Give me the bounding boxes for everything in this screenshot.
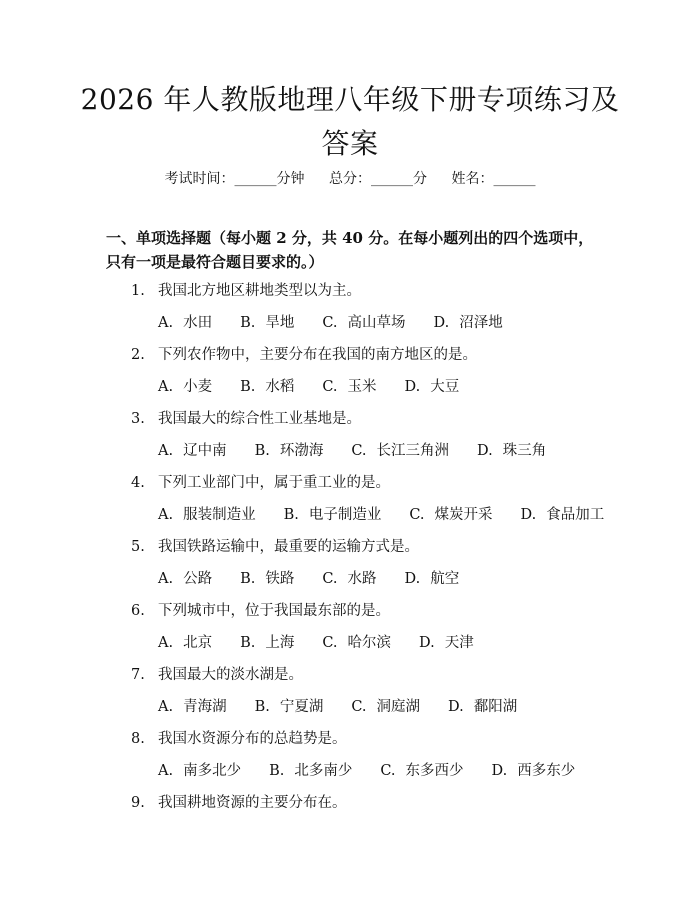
question-text: 我国北方地区耕地类型以为主。 xyxy=(158,283,361,299)
option-text: 宁夏湖 xyxy=(279,699,324,715)
option-letter: A. xyxy=(158,315,174,331)
question-stem xyxy=(131,408,361,430)
question-item xyxy=(0,536,700,600)
answer-option xyxy=(158,376,212,398)
answer-option xyxy=(351,696,420,718)
option-letter: D. xyxy=(448,699,464,715)
option-text: 小麦 xyxy=(183,379,213,395)
question-item xyxy=(0,280,700,344)
answer-option xyxy=(158,568,212,590)
option-text: 北京 xyxy=(183,635,213,651)
option-text: 水稻 xyxy=(265,379,295,395)
answer-option xyxy=(380,760,463,782)
option-letter: B. xyxy=(254,699,270,715)
answer-option xyxy=(158,312,212,334)
answer-option xyxy=(448,696,517,718)
answer-option xyxy=(255,696,324,718)
option-text: 天津 xyxy=(444,635,474,651)
total-score-field: 总分：______分 xyxy=(329,171,427,187)
option-letter: A. xyxy=(158,763,174,779)
exam-time-field: 考试时间：______分钟 xyxy=(164,171,305,187)
answer-option xyxy=(409,504,492,526)
option-letter: B. xyxy=(240,315,256,331)
option-letter: C. xyxy=(380,763,396,779)
answer-option xyxy=(322,632,391,654)
option-letter: D. xyxy=(477,443,493,459)
option-text: 鄱阳湖 xyxy=(473,699,518,715)
option-letter: C. xyxy=(322,635,338,651)
answer-options xyxy=(158,632,502,654)
option-letter: B. xyxy=(283,507,299,523)
question-item xyxy=(0,792,700,856)
question-stem xyxy=(131,728,347,750)
option-text: 航空 xyxy=(430,571,460,587)
option-text: 电子制造业 xyxy=(308,507,382,523)
document-title: 2026 年人教版地理八年级下册专项练习及答案 xyxy=(80,83,620,160)
option-text: 公路 xyxy=(183,571,213,587)
question-number: 8. xyxy=(131,731,145,747)
question-stem xyxy=(131,280,361,302)
option-text: 辽中南 xyxy=(183,443,227,459)
option-letter: C. xyxy=(322,571,338,587)
answer-option xyxy=(269,760,352,782)
answer-option xyxy=(477,440,546,462)
question-text: 我国水资源分布的总趋势是。 xyxy=(158,731,347,747)
option-text: 西多东少 xyxy=(517,763,576,779)
option-text: 煤炭开采 xyxy=(434,507,493,523)
option-text: 北多南少 xyxy=(294,763,353,779)
option-letter: B. xyxy=(269,763,285,779)
question-stem xyxy=(131,344,477,366)
question-item xyxy=(0,408,700,472)
option-letter: D. xyxy=(491,763,508,779)
answer-option xyxy=(158,632,212,654)
option-letter: B. xyxy=(240,635,256,651)
question-text: 我国最大的综合性工业基地是。 xyxy=(158,411,361,427)
question-item xyxy=(0,472,700,536)
question-text: 下列农作物中，主要分布在我国的南方地区的是。 xyxy=(158,347,477,363)
answer-option xyxy=(322,376,376,398)
answer-options xyxy=(158,696,545,718)
answer-options xyxy=(158,504,632,526)
option-letter: A. xyxy=(158,379,174,395)
option-text: 珠三角 xyxy=(502,443,547,459)
option-text: 铁路 xyxy=(265,571,295,587)
option-letter: A. xyxy=(158,635,174,651)
option-text: 东多西少 xyxy=(405,763,464,779)
option-text: 服装制造业 xyxy=(183,507,256,523)
option-text: 食品加工 xyxy=(546,507,605,523)
option-letter: A. xyxy=(158,443,174,459)
question-number: 9. xyxy=(131,795,145,811)
section-heading: 一、单项选择题（每小题 2 分，共 40 分。在每小题列出的四个选项中，只有一项是最符合题目要求的。） xyxy=(106,229,594,271)
option-letter: C. xyxy=(322,379,338,395)
answer-option xyxy=(240,568,294,590)
question-number: 5. xyxy=(131,539,145,555)
option-text: 高山草场 xyxy=(347,315,406,331)
option-text: 洞庭湖 xyxy=(376,699,421,715)
question-item xyxy=(0,664,700,728)
question-stem xyxy=(131,536,419,558)
question-item xyxy=(0,344,700,408)
question-number: 7. xyxy=(131,667,145,683)
question-text: 下列工业部门中，属于重工业的是。 xyxy=(158,475,390,491)
option-text: 大豆 xyxy=(430,379,460,395)
option-letter: D. xyxy=(419,635,435,651)
option-letter: A. xyxy=(158,699,174,715)
answer-option xyxy=(419,632,474,654)
option-letter: D. xyxy=(404,571,421,587)
answer-options xyxy=(158,568,487,590)
question-stem xyxy=(131,792,347,814)
answer-option xyxy=(492,760,576,782)
answer-option xyxy=(158,760,241,782)
option-text: 环渤海 xyxy=(279,443,324,459)
option-letter: B. xyxy=(254,443,270,459)
answer-options xyxy=(158,376,487,398)
answer-option xyxy=(405,376,460,398)
answer-option xyxy=(158,696,227,718)
answer-option xyxy=(240,632,294,654)
question-item xyxy=(0,728,700,792)
question-text: 下列城市中，位于我国最东部的是。 xyxy=(158,603,390,619)
exam-info-line xyxy=(0,169,700,189)
option-text: 水路 xyxy=(347,571,377,587)
option-letter: A. xyxy=(158,571,174,587)
answer-option xyxy=(405,568,460,590)
question-text: 我国铁路运输中，最重要的运输方式是。 xyxy=(158,539,419,555)
option-text: 沼泽地 xyxy=(459,315,503,331)
option-text: 旱地 xyxy=(265,315,295,331)
answer-option xyxy=(240,312,294,334)
question-list xyxy=(0,280,700,856)
question-number: 1. xyxy=(131,283,145,299)
question-stem xyxy=(131,600,390,622)
answer-option xyxy=(158,440,227,462)
question-number: 6. xyxy=(131,603,145,619)
answer-options xyxy=(158,440,574,462)
answer-option xyxy=(351,440,449,462)
question-text: 我国最大的淡水湖是。 xyxy=(158,667,303,683)
option-letter: C. xyxy=(351,443,367,459)
student-name-field: 姓名：______ xyxy=(451,171,536,187)
option-text: 水田 xyxy=(183,315,213,331)
question-number: 3. xyxy=(131,411,145,427)
answer-option xyxy=(284,504,382,526)
option-letter: D. xyxy=(520,507,537,523)
question-stem xyxy=(131,664,303,686)
question-number: 4. xyxy=(131,475,145,491)
option-letter: C. xyxy=(351,699,367,715)
question-text: 我国耕地资源的主要分布在。 xyxy=(158,795,347,811)
answer-option xyxy=(158,504,256,526)
answer-options xyxy=(158,760,603,782)
option-text: 长江三角洲 xyxy=(376,443,450,459)
option-text: 哈尔滨 xyxy=(347,635,392,651)
answer-option xyxy=(322,312,405,334)
answer-option xyxy=(322,568,376,590)
answer-option xyxy=(255,440,324,462)
option-letter: B. xyxy=(240,379,256,395)
answer-options xyxy=(158,312,531,334)
question-stem xyxy=(131,472,390,494)
option-letter: A. xyxy=(158,507,174,523)
option-letter: C. xyxy=(322,315,338,331)
option-text: 上海 xyxy=(265,635,295,651)
option-letter: C. xyxy=(409,507,425,523)
answer-option xyxy=(240,376,294,398)
answer-option xyxy=(521,504,605,526)
option-text: 青海湖 xyxy=(183,699,227,715)
question-item xyxy=(0,600,700,664)
option-text: 南多北少 xyxy=(183,763,242,779)
question-number: 2. xyxy=(131,347,145,363)
answer-option xyxy=(434,312,503,334)
option-letter: B. xyxy=(240,571,256,587)
option-letter: D. xyxy=(433,315,450,331)
option-letter: D. xyxy=(404,379,421,395)
option-text: 玉米 xyxy=(347,379,377,395)
